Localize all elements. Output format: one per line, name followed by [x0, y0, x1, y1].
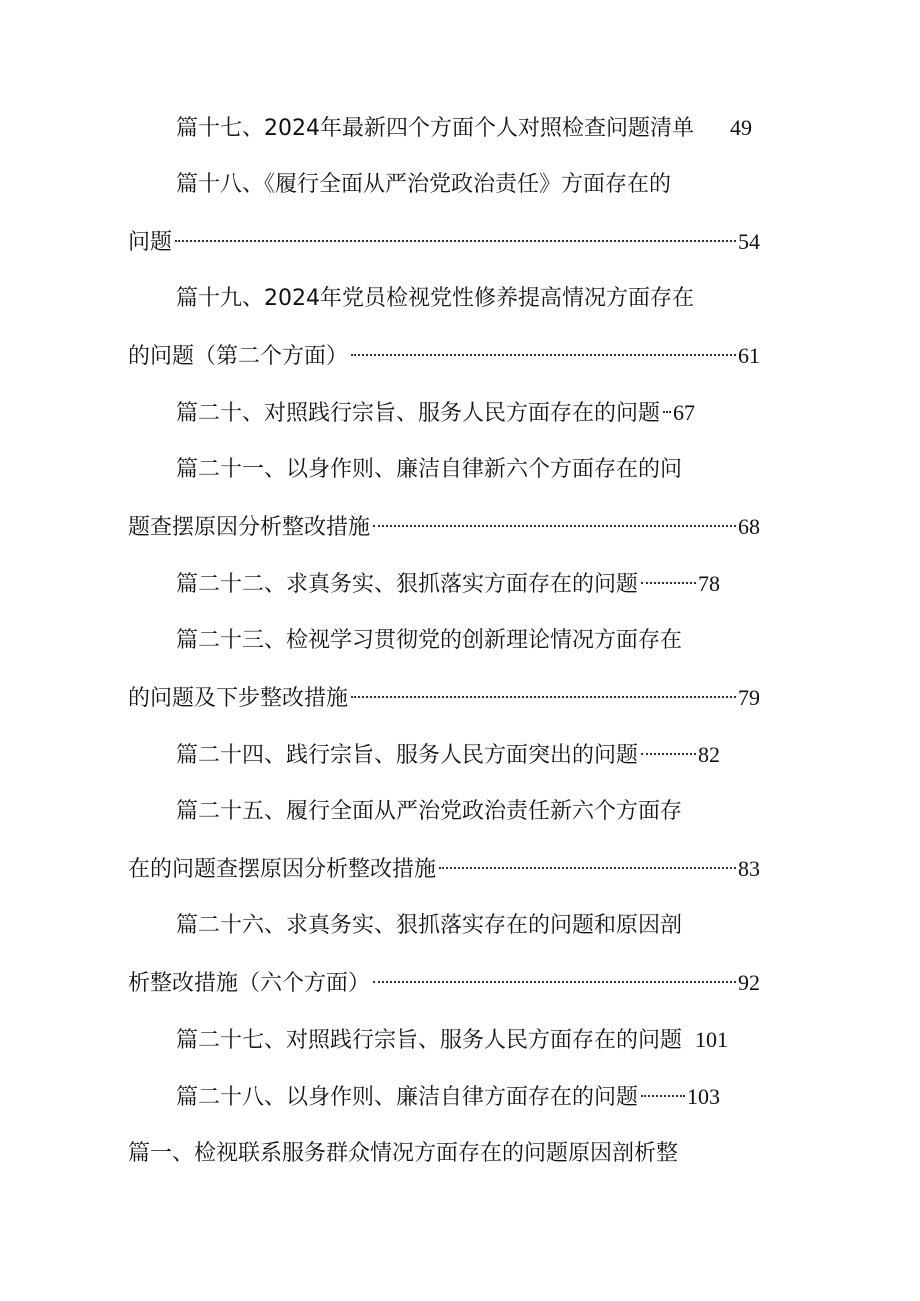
toc-entry-19-line1[interactable] [176, 279, 776, 319]
toc-entry-title: 篇二十三、检视学习贯彻党的创新理论情况方面存在 [176, 628, 683, 653]
toc-entry-21-line2[interactable] [128, 507, 760, 547]
toc-page-number: 78 [698, 571, 720, 596]
section-heading-text: 篇一、检视联系服务群众情况方面存在的问题原因剖析整 [128, 1141, 679, 1166]
toc-entry-title: 篇二十八、以身作则、廉洁自律方面存在的问题 [176, 1085, 639, 1110]
toc-entry-25-line2[interactable] [128, 849, 760, 889]
toc-page-number: 67 [673, 400, 696, 425]
toc-entry-28[interactable] [176, 1077, 720, 1117]
toc-entry-26-line1[interactable] [176, 906, 776, 946]
toc-entry-20[interactable] [176, 393, 720, 433]
toc-entry-title-cont: 析整改措施（六个方面） [128, 971, 371, 996]
toc-entry-title-cont: 题查摆原因分析整改措施 [128, 515, 371, 540]
toc-entry-title: 篇二十一、以身作则、廉洁自律新六个方面存在的问 [176, 457, 683, 482]
toc-entry-title: 篇十八、《履行全面从严治党政治责任》方面存在的 [176, 172, 672, 197]
toc-entry-title: 篇二十、对照践行宗旨、服务人民方面存在的问题 [176, 401, 661, 426]
toc-leader-dots [663, 411, 671, 413]
toc-leader-dots [351, 696, 736, 698]
toc-entry-title: 篇二十六、求真务实、狠抓落实存在的问题和原因剖 [176, 913, 683, 938]
toc-page-number: 83 [738, 856, 760, 881]
toc-entry-title-cont: 问题 [128, 230, 173, 255]
toc-entry-18-line1[interactable] [176, 165, 776, 205]
toc-entry-title: 篇二十四、践行宗旨、服务人民方面突出的问题 [176, 743, 639, 768]
toc-entry-title: 篇二十七、对照践行宗旨、服务人民方面存在的问题 [176, 1028, 683, 1053]
toc-entry-25-line1[interactable] [176, 792, 776, 832]
toc-entry-title-cont: 的问题（第二个方面） [128, 344, 349, 369]
toc-page-number: 101 [695, 1027, 729, 1052]
toc-entry-23-line2[interactable] [128, 678, 760, 718]
toc-leader-dots [351, 354, 736, 356]
toc-entry-21-line1[interactable] [176, 450, 776, 490]
toc-leader-dots [175, 240, 736, 242]
toc-page-number: 49 [730, 115, 752, 140]
toc-entry-22[interactable] [176, 564, 720, 604]
toc-entry-19-line2[interactable] [128, 336, 760, 376]
toc-entry-24[interactable] [176, 735, 720, 775]
toc-leader-dots [373, 525, 736, 527]
toc-leader-dots [685, 1038, 693, 1040]
toc-entry-title-cont: 的问题及下步整改措施 [128, 686, 349, 711]
toc-leader-dots [439, 867, 736, 869]
toc-page-number: 61 [738, 343, 760, 368]
toc-entry-26-line2[interactable] [128, 963, 760, 1003]
toc-leader-dots [641, 753, 696, 755]
section-heading-1 [128, 1134, 768, 1174]
toc-page-number: 82 [698, 742, 720, 767]
toc-entry-title: 篇二十五、履行全面从严治党政治责任新六个方面存 [176, 799, 683, 824]
toc-page-number: 103 [687, 1084, 720, 1109]
toc-entry-title: 篇十七、2024年最新四个方面个人对照检查问题清单 [176, 116, 694, 141]
toc-entry-title-cont: 在的问题查摆原因分析整改措施 [128, 857, 437, 882]
toc-page-number: 68 [738, 514, 760, 539]
toc-entry-27[interactable] [176, 1020, 776, 1060]
toc-entry-title: 篇十九、2024年党员检视党性修养提高情况方面存在 [176, 286, 694, 311]
toc-page-number: 54 [738, 229, 760, 254]
toc-entry-17[interactable] [176, 108, 752, 148]
toc-leader-dots [641, 1095, 685, 1097]
toc-leader-dots [373, 981, 736, 983]
toc-entry-18-line2[interactable] [128, 222, 760, 262]
toc-entry-23-line1[interactable] [176, 621, 776, 661]
toc-leader-dots [641, 582, 696, 584]
toc-page-number: 92 [738, 970, 760, 995]
toc-leader-dots [698, 126, 728, 128]
toc-page-number: 79 [738, 685, 760, 710]
toc-entry-title: 篇二十二、求真务实、狠抓落实方面存在的问题 [176, 572, 639, 597]
